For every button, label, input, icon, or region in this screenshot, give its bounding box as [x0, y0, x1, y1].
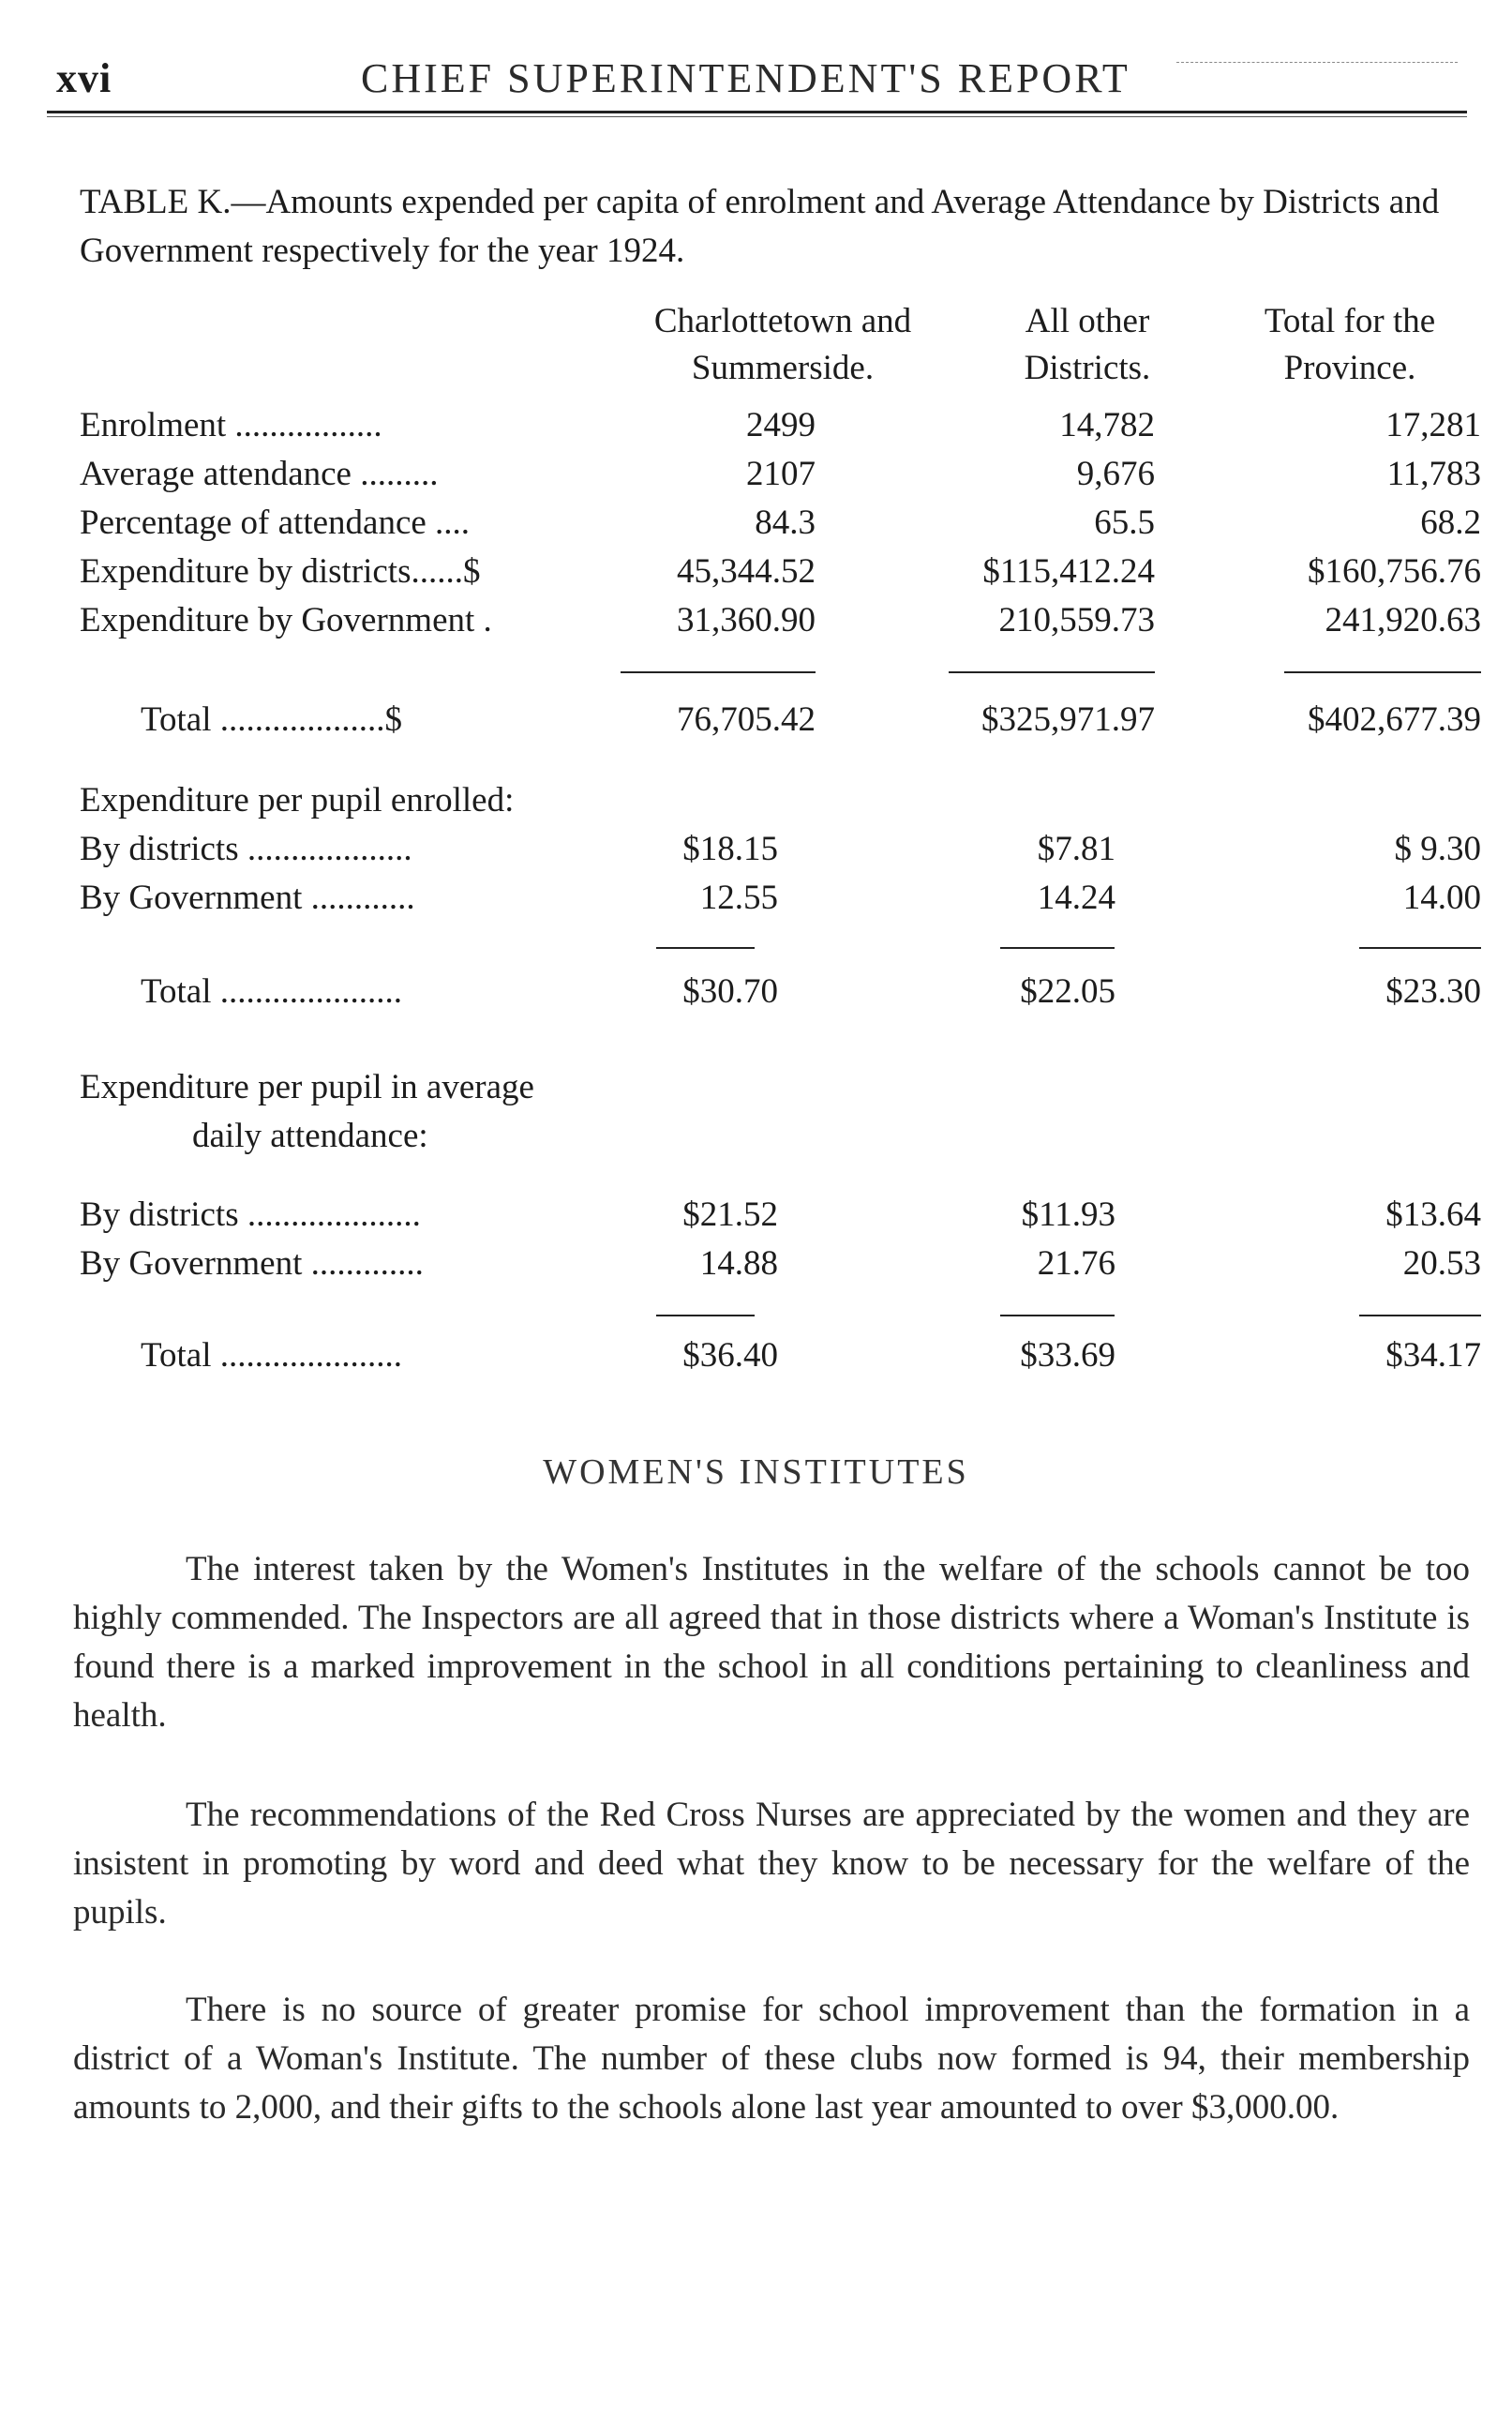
section-title: WOMEN'S INSTITUTES	[543, 1452, 969, 1492]
column-header-line: Summerside.	[691, 349, 875, 387]
column-header-line: Total for the	[1264, 302, 1436, 340]
cell-value: $21.52	[682, 1195, 778, 1234]
row-label-expenditure-districts: Expenditure by districts......$	[80, 552, 481, 591]
row-label-by-districts: By districts ...................	[80, 830, 412, 868]
header-rule	[47, 111, 1467, 113]
column-header-line: Province.	[1283, 349, 1416, 387]
cell-value: 17,281	[1385, 406, 1481, 444]
header-rule-faint	[1176, 62, 1458, 63]
cell-value: $23.30	[1385, 972, 1481, 1011]
section-paragraph	[73, 1545, 1470, 1740]
cell-value: 14,782	[1059, 406, 1155, 444]
cell-value: 65.5	[1094, 504, 1155, 542]
sum-rule	[949, 671, 1155, 673]
cell-value: $13.64	[1385, 1195, 1481, 1234]
sum-rule	[1359, 947, 1481, 949]
cell-value: $34.17	[1385, 1336, 1481, 1375]
cell-value: $325,971.97	[981, 700, 1155, 739]
column-header-line: Districts.	[1024, 349, 1151, 387]
cell-value: $ 9.30	[1394, 830, 1481, 868]
cell-value: $160,756.76	[1308, 552, 1481, 591]
page-number: xvi	[56, 55, 112, 101]
cell-value: 210,559.73	[998, 601, 1155, 639]
cell-value: 2499	[746, 406, 816, 444]
cell-value: 31,360.90	[677, 601, 816, 639]
sum-rule	[1359, 1315, 1481, 1316]
cell-value: $33.69	[1020, 1336, 1115, 1375]
row-label-by-government: By Government .............	[80, 1244, 424, 1283]
cell-value: 11,783	[1386, 455, 1481, 493]
cell-value: 45,344.52	[677, 552, 816, 591]
row-label-total: Total .....................	[141, 1336, 402, 1375]
row-label-total: Total ...................$	[141, 700, 402, 739]
cell-value: 20.53	[1402, 1244, 1481, 1283]
section-paragraph	[73, 1986, 1470, 2132]
cell-value: 68.2	[1420, 504, 1481, 542]
row-label-percentage: Percentage of attendance ....	[80, 504, 471, 542]
cell-value: $36.40	[682, 1336, 778, 1375]
cell-value: 14.24	[1037, 879, 1115, 917]
column-header-line: All other	[1025, 302, 1150, 340]
cell-value: 84.3	[755, 504, 816, 542]
cell-value: $11.93	[1021, 1195, 1115, 1234]
cell-value: 14.88	[699, 1244, 778, 1283]
cell-value: $18.15	[682, 830, 778, 868]
subheading-per-pupil-attendance-line2: daily attendance:	[192, 1117, 428, 1155]
row-label-average-attendance: Average attendance .........	[80, 455, 439, 493]
cell-value: 2107	[746, 455, 816, 493]
cell-value: 14.00	[1402, 879, 1481, 917]
row-label-enrolment: Enrolment .................	[80, 406, 382, 444]
header-rule-thin	[47, 116, 1467, 117]
cell-value: 21.76	[1037, 1244, 1115, 1283]
cell-value: $22.05	[1020, 972, 1115, 1011]
sum-rule	[1284, 671, 1481, 673]
cell-value: $7.81	[1037, 830, 1115, 868]
row-label-total: Total .....................	[141, 972, 402, 1011]
sum-rule	[656, 947, 755, 949]
section-paragraph	[73, 1791, 1470, 1937]
running-title: CHIEF SUPERINTENDENT'S REPORT	[361, 55, 1130, 101]
column-header-other-districts	[966, 298, 1209, 392]
cell-value: $402,677.39	[1308, 700, 1481, 739]
sum-rule	[621, 671, 816, 673]
column-header-line: Charlottetown and	[653, 302, 912, 340]
cell-value: 241,920.63	[1325, 601, 1481, 639]
column-header-charlottetown	[600, 298, 966, 392]
paragraph-text: The interest taken by the Women's Institutes in the welfare of the schools cannot be too highly commended. The Inspectors are all agreed that in those districts where a Woman's Institute is found there is a marked improvement in the school in all conditions pertaining to cleanliness and health.	[73, 1550, 1470, 1735]
sum-rule	[1000, 1315, 1115, 1316]
column-header-province	[1228, 298, 1472, 392]
cell-value: $30.70	[682, 972, 778, 1011]
row-label-by-government: By Government ............	[80, 879, 415, 917]
paragraph-text: The recommendations of the Red Cross Nurses are appreciated by the women and they are insistent in promoting by word and deed what they know to be necessary for the welfare of the pupils.	[73, 1796, 1470, 1932]
sum-rule	[1000, 947, 1115, 949]
cell-value: 9,676	[1076, 455, 1155, 493]
row-label-expenditure-government: Expenditure by Government .	[80, 601, 492, 639]
subheading-per-pupil-enrolled: Expenditure per pupil enrolled:	[80, 781, 515, 820]
table-caption: TABLE K.—Amounts expended per capita of enrolment and Average Attendance by Districts and Government respectively for the year 1924.	[80, 183, 1440, 270]
cell-value: 76,705.42	[677, 700, 816, 739]
sum-rule	[656, 1315, 755, 1316]
cell-value: $115,412.24	[982, 552, 1155, 591]
cell-value: 12.55	[699, 879, 778, 917]
paragraph-text: There is no source of greater promise for school improvement than the formation in a district of a Woman's Institute. The number of these clubs now formed is 94, their membership amounts to 2,000, and their gifts to the schools alone last year amounted to over $3,000.00.	[73, 1991, 1470, 2127]
row-label-by-districts: By districts ....................	[80, 1195, 421, 1234]
subheading-per-pupil-attendance: Expenditure per pupil in average	[80, 1068, 534, 1106]
